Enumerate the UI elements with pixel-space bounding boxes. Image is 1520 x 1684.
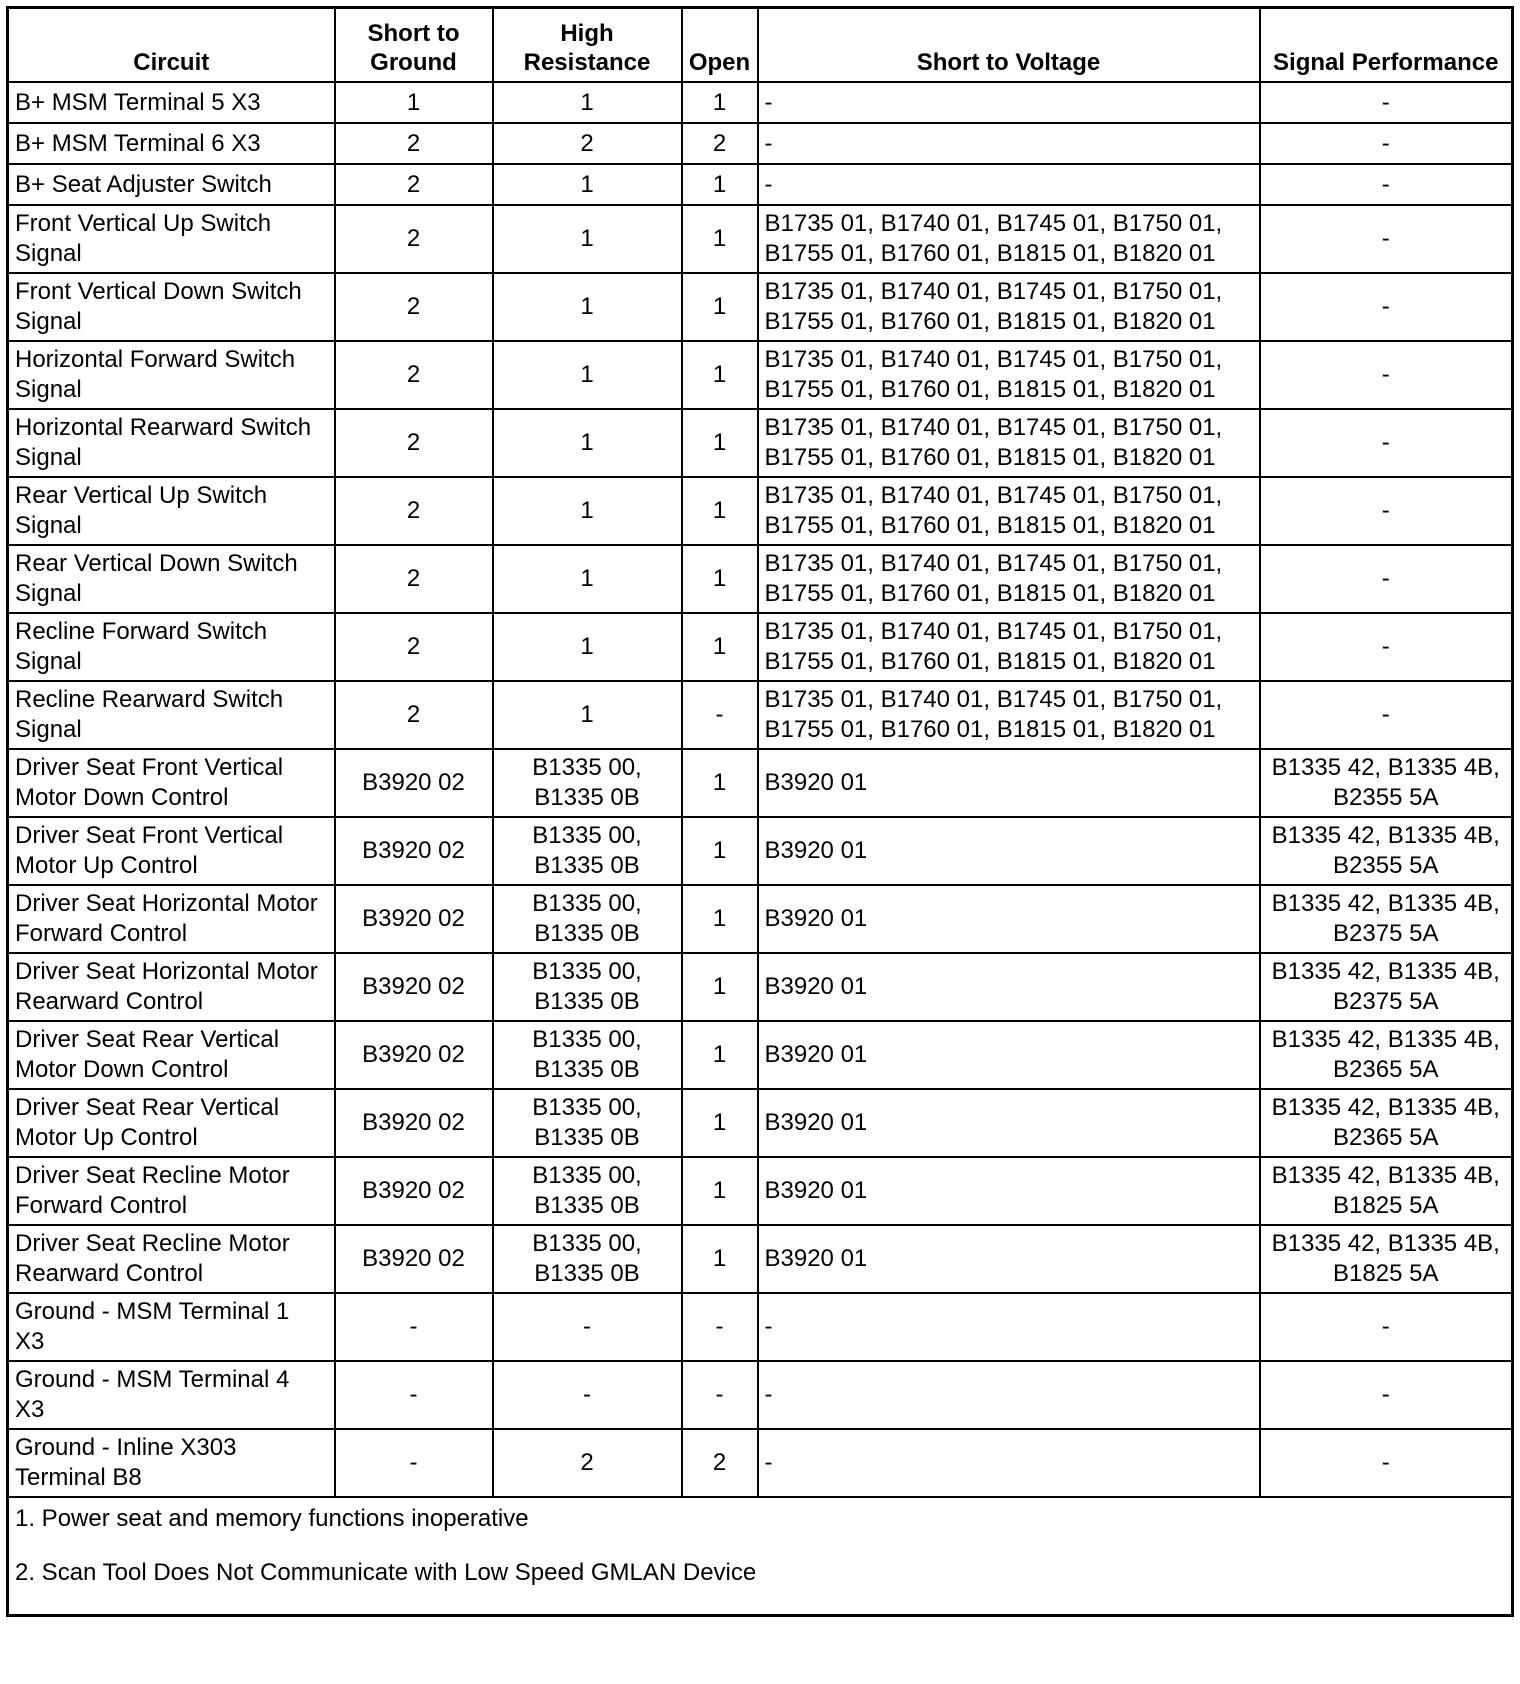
header-row — [8, 8, 1513, 83]
table-row — [8, 1429, 1513, 1497]
cell-open: - — [682, 1293, 758, 1361]
cell-open: 1 — [682, 1225, 758, 1293]
cell-short-to-ground: B3920 02 — [335, 1157, 493, 1225]
cell-high-resistance: 1 — [493, 164, 682, 205]
cell-open: 1 — [682, 477, 758, 545]
cell-signal-performance: B1335 42, B1335 4B, B2375 5A — [1260, 953, 1513, 1021]
cell-high-resistance: 1 — [493, 477, 682, 545]
cell-open: 1 — [682, 885, 758, 953]
cell-signal-performance: - — [1260, 82, 1513, 123]
table-row — [8, 1361, 1513, 1429]
cell-short-to-voltage: - — [758, 82, 1260, 123]
column-header-short-to-ground: Short to Ground — [335, 8, 493, 83]
cell-signal-performance: - — [1260, 205, 1513, 273]
circuit-dtc-table — [6, 6, 1514, 1617]
cell-circuit: Driver Seat Front Vertical Motor Up Control — [8, 817, 335, 885]
table-notes — [8, 1497, 1513, 1616]
cell-circuit: Driver Seat Recline Motor Forward Control — [8, 1157, 335, 1225]
cell-high-resistance: 1 — [493, 545, 682, 613]
cell-short-to-voltage: B1735 01, B1740 01, B1745 01, B1750 01, B1755 01, B1760 01, B1815 01, B1820 01 — [758, 477, 1260, 545]
cell-short-to-voltage: B3920 01 — [758, 1225, 1260, 1293]
table-row — [8, 341, 1513, 409]
cell-signal-performance: - — [1260, 681, 1513, 749]
cell-open: 1 — [682, 613, 758, 681]
cell-short-to-voltage: B3920 01 — [758, 1089, 1260, 1157]
table-row — [8, 749, 1513, 817]
cell-circuit: Driver Seat Front Vertical Motor Down Control — [8, 749, 335, 817]
cell-circuit: Front Vertical Down Switch Signal — [8, 273, 335, 341]
cell-short-to-ground: 2 — [335, 164, 493, 205]
cell-signal-performance: - — [1260, 164, 1513, 205]
cell-short-to-ground: 2 — [335, 123, 493, 164]
cell-circuit: Driver Seat Horizontal Motor Forward Control — [8, 885, 335, 953]
cell-circuit: Driver Seat Rear Vertical Motor Down Control — [8, 1021, 335, 1089]
note-2: 2. Scan Tool Does Not Communicate with Low Speed GMLAN Device — [15, 1559, 757, 1586]
cell-short-to-voltage: - — [758, 1429, 1260, 1497]
cell-circuit: Driver Seat Horizontal Motor Rearward Control — [8, 953, 335, 1021]
cell-short-to-voltage: B3920 01 — [758, 1021, 1260, 1089]
table-row — [8, 953, 1513, 1021]
table-row — [8, 205, 1513, 273]
cell-open: 1 — [682, 1157, 758, 1225]
cell-short-to-ground: 2 — [335, 613, 493, 681]
table-row — [8, 164, 1513, 205]
cell-circuit: Rear Vertical Down Switch Signal — [8, 545, 335, 613]
cell-high-resistance: B1335 00, B1335 0B — [493, 749, 682, 817]
cell-high-resistance: B1335 00, B1335 0B — [493, 1089, 682, 1157]
cell-high-resistance: 1 — [493, 409, 682, 477]
cell-short-to-ground: 2 — [335, 205, 493, 273]
cell-circuit: Ground - MSM Terminal 1 X3 — [8, 1293, 335, 1361]
table-row — [8, 273, 1513, 341]
note-1: 1. Power seat and memory functions inoperative — [15, 1505, 529, 1532]
cell-signal-performance: - — [1260, 341, 1513, 409]
cell-short-to-ground: 2 — [335, 545, 493, 613]
cell-signal-performance: - — [1260, 1429, 1513, 1497]
table-row — [8, 409, 1513, 477]
cell-high-resistance: 1 — [493, 273, 682, 341]
cell-short-to-voltage: - — [758, 164, 1260, 205]
cell-open: - — [682, 1361, 758, 1429]
cell-open: 2 — [682, 1429, 758, 1497]
table-row — [8, 613, 1513, 681]
cell-open: 1 — [682, 341, 758, 409]
cell-circuit: B+ MSM Terminal 5 X3 — [8, 82, 335, 123]
cell-high-resistance: - — [493, 1361, 682, 1429]
cell-circuit: Driver Seat Recline Motor Rearward Control — [8, 1225, 335, 1293]
table-row — [8, 477, 1513, 545]
cell-short-to-ground: 2 — [335, 273, 493, 341]
cell-short-to-voltage: B1735 01, B1740 01, B1745 01, B1750 01, B1755 01, B1760 01, B1815 01, B1820 01 — [758, 273, 1260, 341]
cell-high-resistance: B1335 00, B1335 0B — [493, 1157, 682, 1225]
notes-cell — [8, 1497, 1513, 1616]
cell-short-to-ground: 2 — [335, 681, 493, 749]
table-row — [8, 1293, 1513, 1361]
cell-open: 1 — [682, 817, 758, 885]
cell-circuit: Horizontal Forward Switch Signal — [8, 341, 335, 409]
cell-high-resistance: 1 — [493, 205, 682, 273]
cell-signal-performance: B1335 42, B1335 4B, B1825 5A — [1260, 1157, 1513, 1225]
cell-signal-performance: B1335 42, B1335 4B, B2365 5A — [1260, 1021, 1513, 1089]
cell-short-to-voltage: B1735 01, B1740 01, B1745 01, B1750 01, B1755 01, B1760 01, B1815 01, B1820 01 — [758, 205, 1260, 273]
cell-circuit: Recline Forward Switch Signal — [8, 613, 335, 681]
cell-signal-performance: - — [1260, 273, 1513, 341]
cell-high-resistance: B1335 00, B1335 0B — [493, 953, 682, 1021]
cell-open: 1 — [682, 953, 758, 1021]
cell-short-to-voltage: - — [758, 1361, 1260, 1429]
cell-high-resistance: 1 — [493, 613, 682, 681]
cell-short-to-voltage: B1735 01, B1740 01, B1745 01, B1750 01, B1755 01, B1760 01, B1815 01, B1820 01 — [758, 545, 1260, 613]
cell-open: 1 — [682, 1089, 758, 1157]
cell-high-resistance: 2 — [493, 1429, 682, 1497]
table-row — [8, 1021, 1513, 1089]
cell-short-to-ground: B3920 02 — [335, 1089, 493, 1157]
cell-signal-performance: - — [1260, 123, 1513, 164]
cell-short-to-ground: - — [335, 1293, 493, 1361]
cell-signal-performance: B1335 42, B1335 4B, B2355 5A — [1260, 817, 1513, 885]
cell-short-to-ground: B3920 02 — [335, 749, 493, 817]
cell-signal-performance: - — [1260, 1293, 1513, 1361]
table-row — [8, 1225, 1513, 1293]
column-header-short-to-voltage: Short to Voltage — [758, 8, 1260, 83]
cell-short-to-voltage: B3920 01 — [758, 749, 1260, 817]
table-row — [8, 1157, 1513, 1225]
table-row — [8, 545, 1513, 613]
cell-short-to-ground: - — [335, 1429, 493, 1497]
cell-high-resistance: B1335 00, B1335 0B — [493, 817, 682, 885]
cell-short-to-voltage: B3920 01 — [758, 885, 1260, 953]
cell-short-to-voltage: B3920 01 — [758, 953, 1260, 1021]
cell-signal-performance: - — [1260, 477, 1513, 545]
cell-circuit: Rear Vertical Up Switch Signal — [8, 477, 335, 545]
table-header — [8, 8, 1513, 83]
cell-short-to-voltage: - — [758, 123, 1260, 164]
cell-short-to-ground: B3920 02 — [335, 885, 493, 953]
cell-circuit: Recline Rearward Switch Signal — [8, 681, 335, 749]
column-header-circuit: Circuit — [8, 8, 335, 83]
cell-short-to-voltage: B1735 01, B1740 01, B1745 01, B1750 01, B1755 01, B1760 01, B1815 01, B1820 01 — [758, 409, 1260, 477]
table-body — [8, 82, 1513, 1497]
table-row — [8, 123, 1513, 164]
table-row — [8, 817, 1513, 885]
cell-signal-performance: B1335 42, B1335 4B, B2375 5A — [1260, 885, 1513, 953]
cell-high-resistance: 2 — [493, 123, 682, 164]
table-row — [8, 885, 1513, 953]
cell-open: 1 — [682, 205, 758, 273]
cell-short-to-ground: 2 — [335, 477, 493, 545]
cell-signal-performance: - — [1260, 409, 1513, 477]
cell-open: - — [682, 681, 758, 749]
cell-short-to-ground: 2 — [335, 409, 493, 477]
cell-high-resistance: B1335 00, B1335 0B — [493, 885, 682, 953]
cell-open: 2 — [682, 123, 758, 164]
cell-open: 1 — [682, 409, 758, 477]
cell-high-resistance: B1335 00, B1335 0B — [493, 1225, 682, 1293]
cell-short-to-voltage: B1735 01, B1740 01, B1745 01, B1750 01, B1755 01, B1760 01, B1815 01, B1820 01 — [758, 341, 1260, 409]
cell-open: 1 — [682, 545, 758, 613]
cell-open: 1 — [682, 1021, 758, 1089]
cell-circuit: Ground - Inline X303 Terminal B8 — [8, 1429, 335, 1497]
cell-short-to-ground: B3920 02 — [335, 817, 493, 885]
cell-high-resistance: 1 — [493, 341, 682, 409]
cell-signal-performance: B1335 42, B1335 4B, B1825 5A — [1260, 1225, 1513, 1293]
cell-circuit: B+ MSM Terminal 6 X3 — [8, 123, 335, 164]
cell-high-resistance: 1 — [493, 82, 682, 123]
cell-short-to-ground: 2 — [335, 341, 493, 409]
cell-open: 1 — [682, 273, 758, 341]
column-header-signal-performance: Signal Performance — [1260, 8, 1513, 83]
cell-circuit: Horizontal Rearward Switch Signal — [8, 409, 335, 477]
cell-short-to-ground: - — [335, 1361, 493, 1429]
column-header-high-resistance: High Resistance — [493, 8, 682, 83]
cell-open: 1 — [682, 749, 758, 817]
cell-circuit: B+ Seat Adjuster Switch — [8, 164, 335, 205]
cell-high-resistance: B1335 00, B1335 0B — [493, 1021, 682, 1089]
cell-circuit: Front Vertical Up Switch Signal — [8, 205, 335, 273]
cell-open: 1 — [682, 82, 758, 123]
cell-high-resistance: - — [493, 1293, 682, 1361]
cell-short-to-ground: B3920 02 — [335, 1021, 493, 1089]
cell-short-to-ground: 1 — [335, 82, 493, 123]
cell-short-to-voltage: B1735 01, B1740 01, B1745 01, B1750 01, B1755 01, B1760 01, B1815 01, B1820 01 — [758, 681, 1260, 749]
cell-high-resistance: 1 — [493, 681, 682, 749]
cell-short-to-ground: B3920 02 — [335, 953, 493, 1021]
table-row — [8, 82, 1513, 123]
cell-short-to-voltage: B3920 01 — [758, 817, 1260, 885]
cell-signal-performance: - — [1260, 1361, 1513, 1429]
cell-short-to-voltage: B1735 01, B1740 01, B1745 01, B1750 01, B1755 01, B1760 01, B1815 01, B1820 01 — [758, 613, 1260, 681]
column-header-open: Open — [682, 8, 758, 83]
notes-row — [8, 1497, 1513, 1616]
cell-signal-performance: - — [1260, 545, 1513, 613]
cell-signal-performance: - — [1260, 613, 1513, 681]
cell-short-to-voltage: B3920 01 — [758, 1157, 1260, 1225]
cell-signal-performance: B1335 42, B1335 4B, B2355 5A — [1260, 749, 1513, 817]
cell-open: 1 — [682, 164, 758, 205]
cell-short-to-ground: B3920 02 — [335, 1225, 493, 1293]
cell-circuit: Ground - MSM Terminal 4 X3 — [8, 1361, 335, 1429]
cell-signal-performance: B1335 42, B1335 4B, B2365 5A — [1260, 1089, 1513, 1157]
cell-short-to-voltage: - — [758, 1293, 1260, 1361]
table-row — [8, 681, 1513, 749]
table-row — [8, 1089, 1513, 1157]
cell-circuit: Driver Seat Rear Vertical Motor Up Control — [8, 1089, 335, 1157]
